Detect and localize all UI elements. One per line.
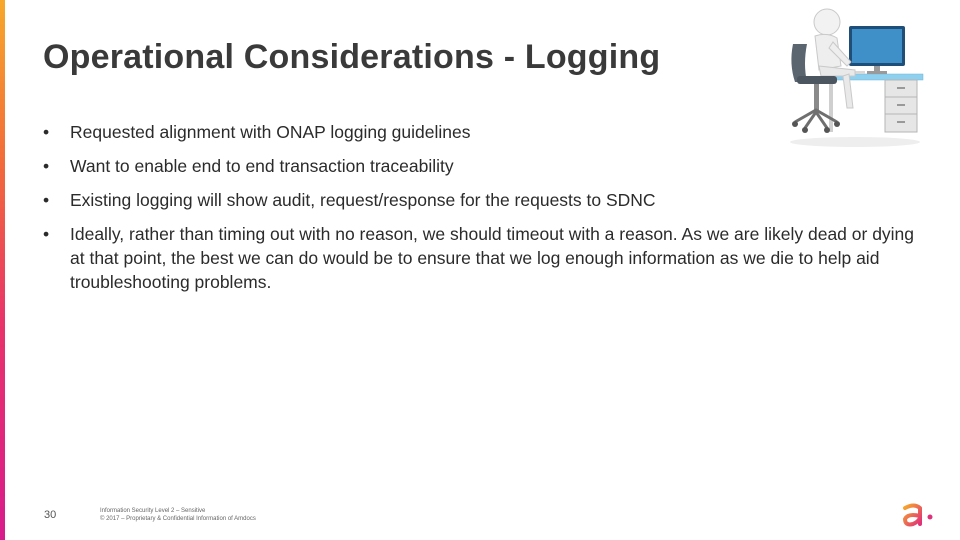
bullet-item — [43, 154, 923, 178]
bullet-dot: • — [43, 156, 50, 176]
bullet-item — [43, 188, 923, 212]
accent-gradient-bar — [0, 0, 5, 540]
bullet-dot: • — [43, 122, 50, 142]
bullet-text: Want to enable end to end transaction traceability — [70, 156, 454, 176]
footer-copyright: © 2017 – Proprietary & Confidential Information of Amdocs — [100, 516, 256, 522]
bullet-text: Ideally, rather than timing out with no reason, we should timeout with a reason. As we are likely dead or dying at that point, the best we can do would be to ensure that we log enough information as we die to help aid troubleshooting problems. — [70, 224, 915, 292]
footer-classification — [100, 507, 256, 523]
bullet-text: Requested alignment with ONAP logging guidelines — [70, 122, 471, 142]
bullet-dot: • — [43, 224, 50, 244]
bullet-dot: • — [43, 190, 50, 210]
footer-security-level: Information Security Level 2 – Sensitive — [100, 508, 206, 514]
bullet-item — [43, 222, 923, 294]
page-number: 30 — [44, 509, 57, 521]
amdocs-logo-icon — [900, 502, 940, 528]
person-at-computer-desk-icon — [785, 4, 925, 152]
slide-title: Operational Considerations - Logging — [43, 38, 661, 76]
bullet-text: Existing logging will show audit, request/response for the requests to SDNC — [70, 190, 656, 210]
